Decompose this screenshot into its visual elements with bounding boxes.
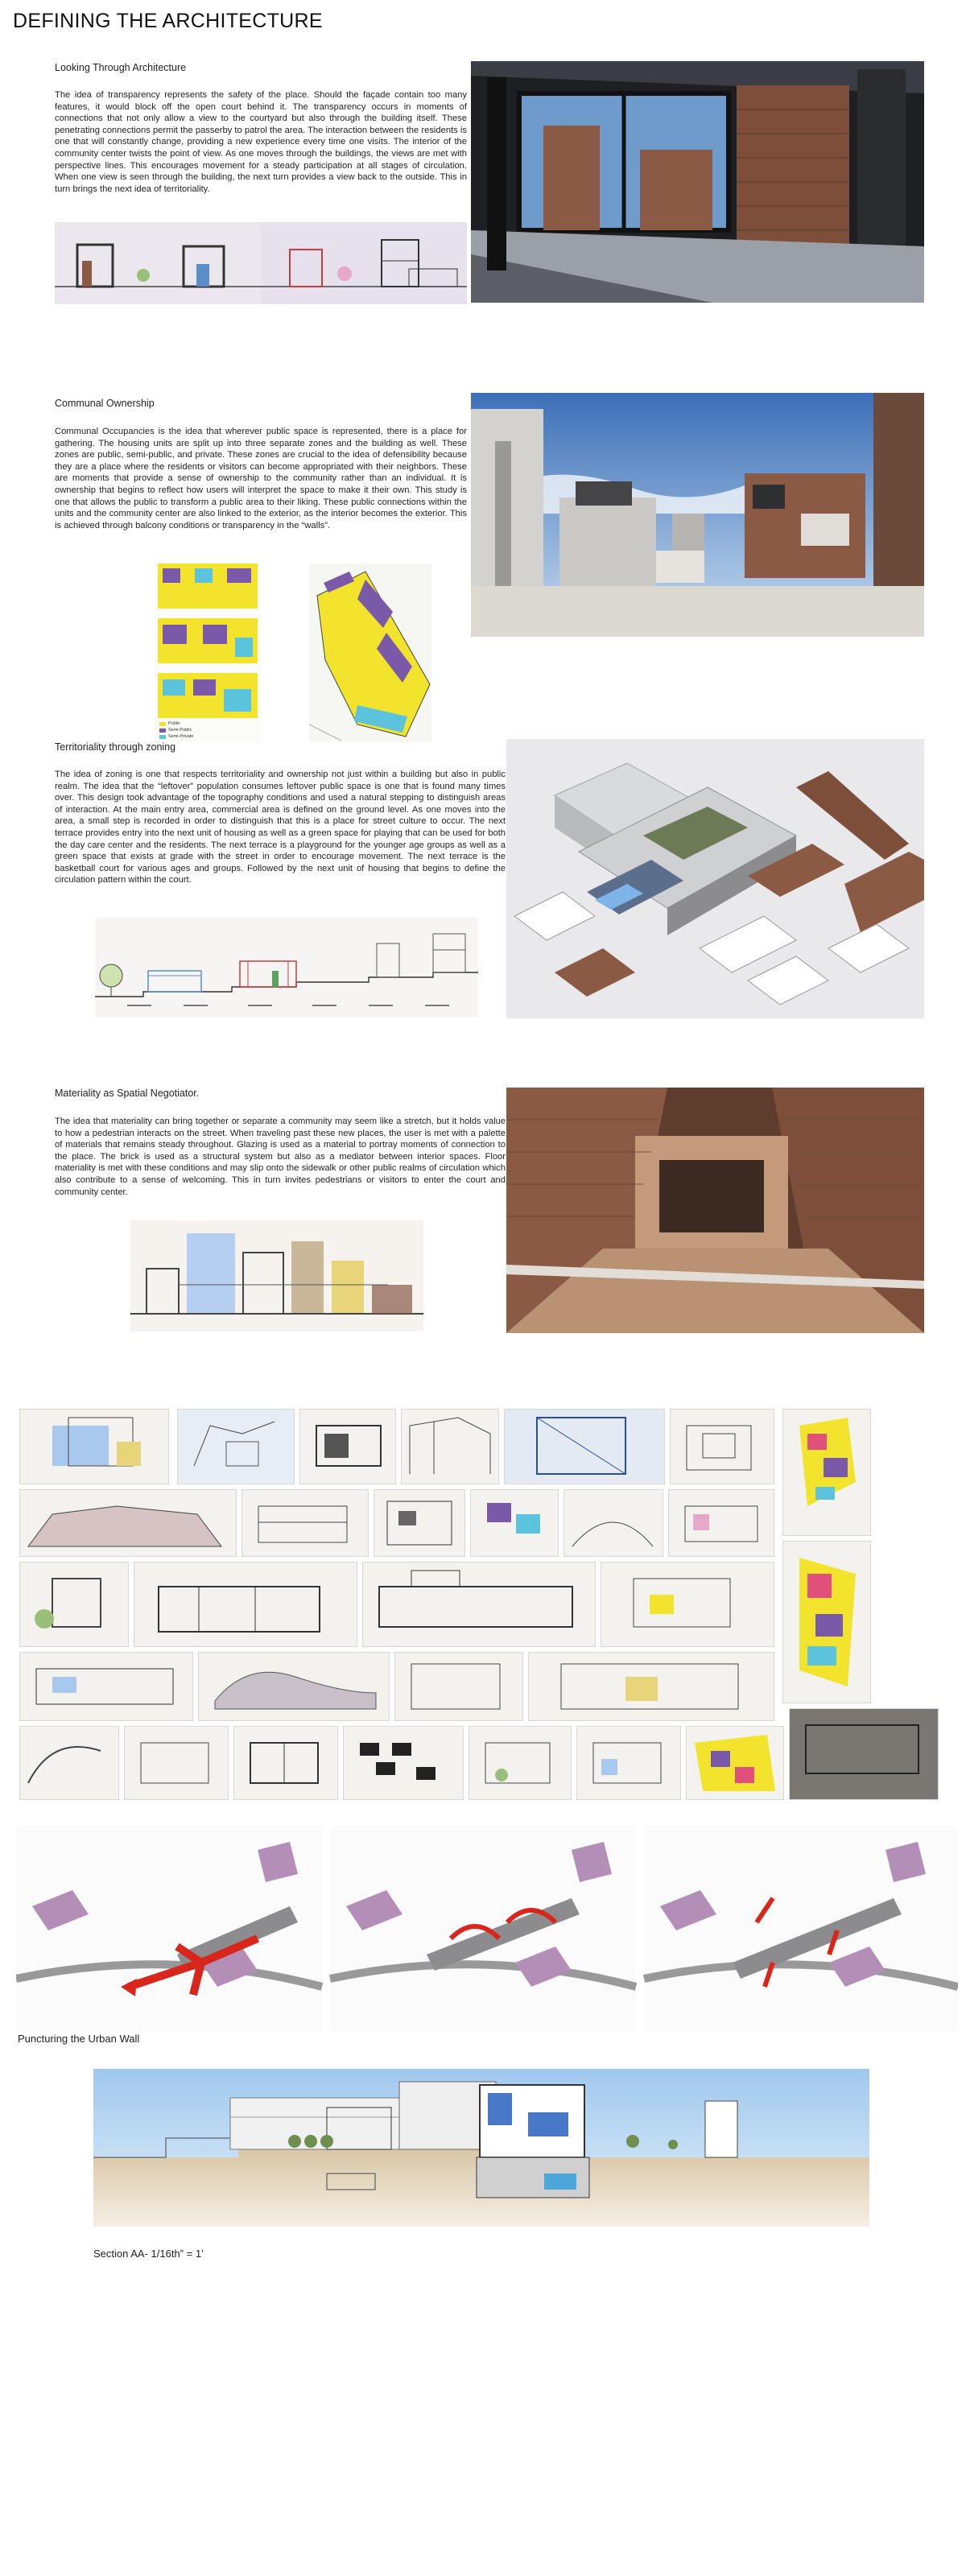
sketch-thumbnail: [177, 1409, 295, 1484]
facade-elevation-sketch: [55, 222, 467, 304]
sketch-thumbnail: [782, 1409, 871, 1536]
sketch-thumbnail: [576, 1726, 681, 1800]
materiality-collage-sketch: [130, 1220, 423, 1331]
section-title-materiality: Materiality as Spatial Negotiator.: [55, 1088, 200, 1099]
sketch-thumbnail: [19, 1652, 193, 1721]
sketch-thumbnail: [299, 1409, 396, 1484]
sketch-thumbnail: [19, 1489, 237, 1557]
interior-render-transparency: [471, 61, 924, 303]
sketch-thumbnail: [789, 1708, 939, 1800]
section-title-looking-through: Looking Through Architecture: [55, 62, 187, 73]
sketch-thumbnail: [19, 1562, 129, 1647]
sketch-thumbnail: [469, 1726, 572, 1800]
brick-interior-render: [506, 1088, 924, 1333]
building-section-drawing: [93, 2069, 869, 2227]
site-zoning-plan: [309, 564, 431, 742]
section-body-looking-through: The idea of transparency represents the safety of the place. Should the façade contain too many features, it would block off the open court behind it. The transparency occurs in moments of connections that not only allow a view to the courtyard but also through the building itself. These penetrating connections permit the passerby to patrol the area. The interaction between the residents is one that will constantly change, providing a new experience every time one visits. The interior of the community center twists the point of view. As one moves through the buildings, the views are met with perspective lines. This encourages movement for a steady participation at all stages of circulation. When one view is seen through the building, the next turn provides a view back to the outside. This in turn brings the next idea of territoriality.: [55, 90, 467, 194]
process-sketch-grid: [16, 1407, 942, 1802]
sketch-thumbnail: [198, 1652, 390, 1721]
sketch-thumbnail: [124, 1726, 229, 1800]
sketch-thumbnail: [401, 1409, 499, 1484]
section-title-territoriality: Territoriality through zoning: [55, 741, 176, 753]
site-section-sketch: [95, 918, 478, 1018]
sketch-thumbnail: [362, 1562, 596, 1647]
sketch-thumbnail: [134, 1562, 357, 1647]
sketch-thumbnail: [19, 1726, 119, 1800]
sketch-thumbnail: [668, 1489, 774, 1557]
section-body-materiality: The idea that materiality can bring together or separate a community may seem like a stretch, but it holds value to how a pedestrian interacts on the street. When traveling past these new places, the user is met with a palette of materials that remains steady throughout. Glazing is used as a material to portray moments of connection to the place. The brick is used as a structural system but also as a mediator between interior spaces. Floor materiality is met with these conditions and may slip onto the sidewalk or other public realms of circulation which also contribute to a sense of welcoming. This in turn invites pedestrians or visitors to enter the court and community center.: [55, 1117, 506, 1197]
sketch-thumbnail: [782, 1541, 871, 1703]
legend-semi-private: Semi-Private: [168, 734, 194, 739]
sketch-thumbnail: [686, 1726, 784, 1800]
sketch-thumbnail: [564, 1489, 663, 1557]
unit-zoning-plans: [155, 560, 261, 742]
sketch-thumbnail: [670, 1409, 774, 1484]
section-body-territoriality: The idea of zoning is one that respects territoriality and ownership not just within a building but also in public realm. The idea that the “leftover” population consumes leftover public space is one that is found many times over. This design took advantage of the topography conditions and used a natural stepping to distinguish areas of interaction. At the main entry area, commercial area is defined on the ground level. As one moves into the area, a small step is recorded in order to distinguish that this is a place for street culture to occur. The next terrace provides entry into the next unit of housing as well as a green space for playing that can be used for both the day care center and the residents. The next terrace is a playground for the younger age groups as well as a green space that exists at grade with the street in order to encourage movement. The next terrace is the basketball court for various ages and groups. Followed by the next unit of housing that begins to define the circulation pattern within the court.: [55, 770, 506, 886]
caption-section-aa: Section AA- 1/16th” = 1’: [93, 2248, 204, 2260]
sketch-thumbnail: [601, 1562, 774, 1647]
sketch-thumbnail: [394, 1652, 523, 1721]
sketch-thumbnail: [470, 1489, 559, 1557]
courtyard-render: [471, 393, 924, 637]
section-title-communal-ownership: Communal Ownership: [55, 398, 155, 409]
caption-urban-wall: Puncturing the Urban Wall: [18, 2033, 140, 2045]
legend-semi-public: Semi-Public: [168, 728, 192, 733]
legend-public: Public: [168, 721, 180, 726]
sketch-thumbnail: [233, 1726, 338, 1800]
sketch-thumbnail: [242, 1489, 369, 1557]
sketch-thumbnail: [343, 1726, 464, 1800]
sketch-thumbnail: [528, 1652, 774, 1721]
section-body-communal-ownership: Communal Occupancies is the idea that wherever public space is represented, there is a place for gathering. The housing units are split up into three separate zones and the building as well. These zones are public, semi-public, and private. These zones are crucial to the idea of defensibility because they are a place where the residents or visitors can become appropriated with their neighbors. These are moments that provide a sense of ownership to the community rather than an individual. It is ownership that begins to reflect how users will interpret the space to make it their own. This study is one that allows the public to transform a public area to their liking. These public connections within the units and the community center are also linked to the exterior, as the interior becomes the exterior. This is achieved through balcony conditions or transparency in the “walls”.: [55, 427, 467, 530]
sketch-thumbnail: [504, 1409, 665, 1484]
page-title: DEFINING THE ARCHITECTURE: [13, 10, 323, 32]
aerial-site-model-render: [506, 739, 924, 1018]
sketch-thumbnail: [374, 1489, 465, 1557]
sketch-thumbnail: [19, 1409, 169, 1484]
urban-wall-diagrams: [16, 1826, 958, 2032]
